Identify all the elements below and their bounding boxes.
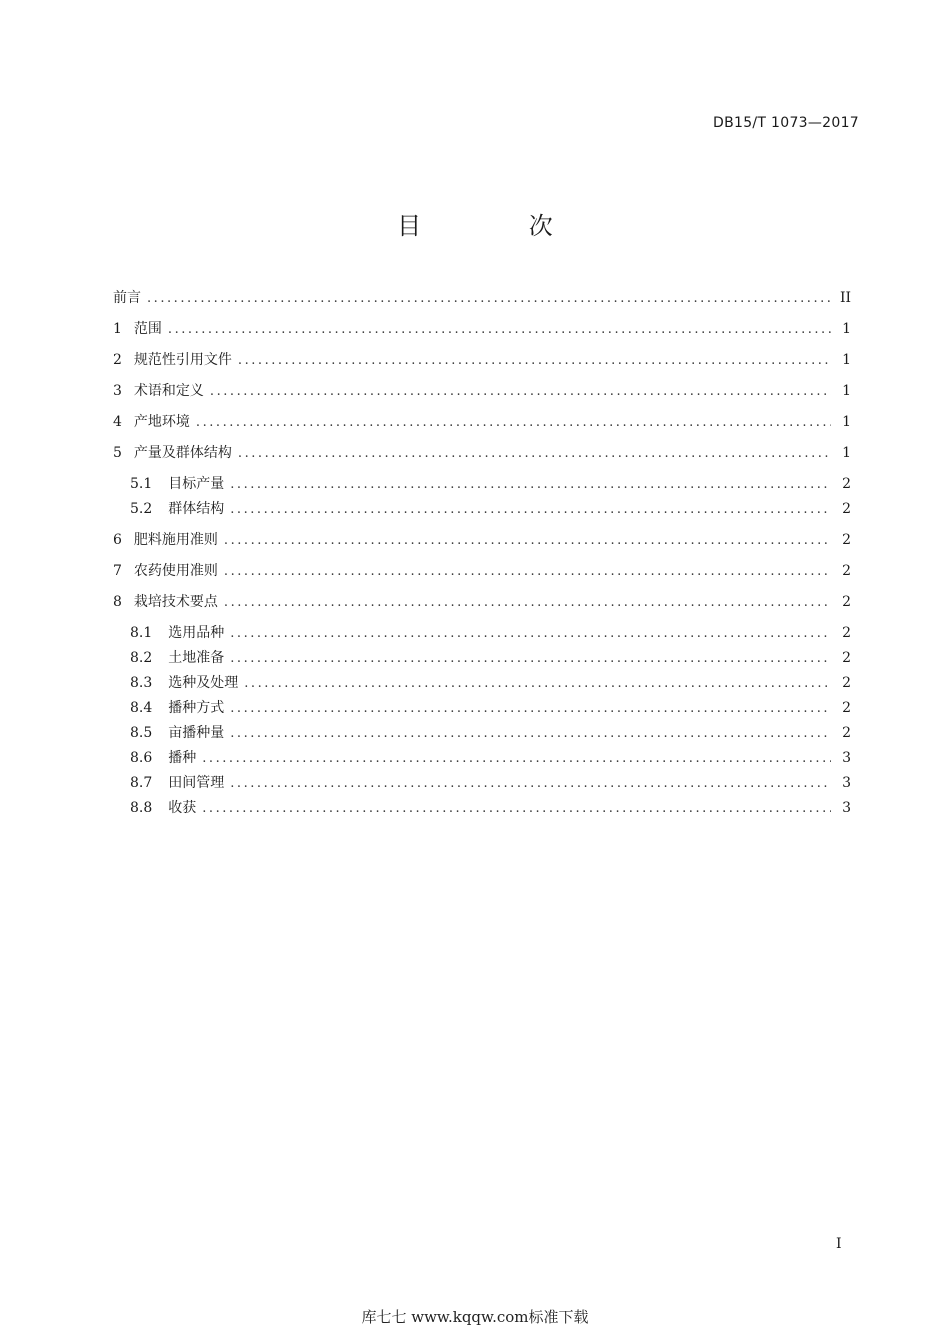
toc-entry-label: 前言 xyxy=(113,290,141,306)
page-number: I xyxy=(836,1236,842,1252)
toc-entry-label: 收获 xyxy=(168,800,197,816)
toc-entry-number: 5.2 xyxy=(130,501,153,517)
toc-entry-page: 3 xyxy=(842,800,851,816)
toc-entry-number: 8.4 xyxy=(130,700,153,716)
toc-entry-number: 4 xyxy=(113,414,122,430)
toc-entry-number: 8.3 xyxy=(130,675,153,691)
toc-entry[interactable] xyxy=(130,797,851,819)
download-watermark: 库七七 www.kqqw.com标准下载 xyxy=(361,1308,589,1326)
toc-leader-dots xyxy=(202,747,831,769)
toc-leader-dots xyxy=(238,349,831,371)
toc-entry[interactable] xyxy=(130,747,851,769)
toc-leader-dots xyxy=(230,498,831,520)
toc-leader-dots xyxy=(230,622,831,644)
toc-entry-label: 规范性引用文件 xyxy=(133,352,232,368)
toc-entry-page: 2 xyxy=(842,532,851,548)
toc-entry[interactable] xyxy=(130,697,851,719)
toc-entry-label: 播种方式 xyxy=(168,700,225,716)
toc-entry-page: 2 xyxy=(842,594,851,610)
toc-entry-page: 1 xyxy=(842,414,851,430)
toc-entry[interactable] xyxy=(113,380,851,402)
toc-entry-label: 田间管理 xyxy=(168,775,225,791)
toc-entry-label: 播种 xyxy=(168,750,197,766)
toc-entry-page: 1 xyxy=(842,383,851,399)
toc-entry-page: 2 xyxy=(842,501,851,517)
toc-leader-dots xyxy=(238,442,831,464)
toc-entry[interactable] xyxy=(130,672,851,694)
toc-entry[interactable] xyxy=(130,498,851,520)
toc-entry-page: 2 xyxy=(842,700,851,716)
toc-entry-label: 土地准备 xyxy=(168,650,225,666)
toc-leader-dots xyxy=(210,380,831,402)
toc-entry-label: 栽培技术要点 xyxy=(133,594,218,610)
toc-entry-number: 3 xyxy=(113,383,122,399)
toc-entry-page: II xyxy=(839,290,851,306)
toc-entry-label: 选种及处理 xyxy=(168,675,239,691)
toc-entry[interactable] xyxy=(113,560,851,582)
toc-entry-label: 群体结构 xyxy=(168,501,225,517)
toc-leader-dots xyxy=(244,672,831,694)
toc-entry-number: 7 xyxy=(113,563,122,579)
toc-entry-label: 术语和定义 xyxy=(133,383,204,399)
toc-entry[interactable] xyxy=(113,411,851,433)
toc-entry-page: 2 xyxy=(842,563,851,579)
toc-entry[interactable] xyxy=(113,442,851,464)
toc-leader-dots xyxy=(230,473,831,495)
toc-title: 目 次 xyxy=(397,212,603,240)
toc-entry[interactable] xyxy=(113,529,851,551)
toc-leader-dots xyxy=(224,591,831,613)
document-code: DB15/T 1073—2017 xyxy=(713,115,859,131)
toc-entry[interactable] xyxy=(130,647,851,669)
toc-entry[interactable] xyxy=(113,591,851,613)
toc-entry-page: 2 xyxy=(842,625,851,641)
toc-entry-label: 产地环境 xyxy=(133,414,190,430)
toc-entry-page: 1 xyxy=(842,321,851,337)
toc-entry[interactable] xyxy=(130,473,851,495)
toc-entry-page: 2 xyxy=(842,650,851,666)
toc-entry-number: 8 xyxy=(113,594,122,610)
toc-leader-dots xyxy=(196,411,831,433)
toc-entry-number: 8.2 xyxy=(130,650,153,666)
toc-entry-label: 产量及群体结构 xyxy=(133,445,232,461)
toc-entry-number: 1 xyxy=(113,321,122,337)
toc-entry-number: 8.7 xyxy=(130,775,153,791)
toc-leader-dots xyxy=(168,318,831,340)
toc-entry-page: 3 xyxy=(842,775,851,791)
toc-entry-page: 3 xyxy=(842,750,851,766)
toc-entry[interactable] xyxy=(130,622,851,644)
toc-leader-dots xyxy=(230,772,831,794)
toc-entry[interactable] xyxy=(113,287,851,309)
toc-leader-dots xyxy=(202,797,831,819)
toc-entry-page: 2 xyxy=(842,725,851,741)
toc-entry-number: 6 xyxy=(113,532,122,548)
toc-entry[interactable] xyxy=(113,349,851,371)
toc-entry[interactable] xyxy=(130,722,851,744)
toc-entry-label: 目标产量 xyxy=(168,476,225,492)
toc-entry-label: 亩播种量 xyxy=(168,725,225,741)
toc-entry-number: 5 xyxy=(113,445,122,461)
toc-entry-label: 选用品种 xyxy=(168,625,225,641)
toc-entry[interactable] xyxy=(113,318,851,340)
toc-entry-label: 范围 xyxy=(133,321,162,337)
toc-entry-number: 5.1 xyxy=(130,476,153,492)
toc-leader-dots xyxy=(224,560,831,582)
toc-leader-dots xyxy=(230,647,831,669)
toc-entry-label: 肥料施用准则 xyxy=(133,532,218,548)
toc-entry-page: 1 xyxy=(842,445,851,461)
toc-entry-number: 2 xyxy=(113,352,122,368)
toc-entry-label: 农药使用准则 xyxy=(133,563,218,579)
toc-leader-dots xyxy=(147,287,831,309)
toc-leader-dots xyxy=(230,697,831,719)
toc-entry-number: 8.8 xyxy=(130,800,153,816)
toc-leader-dots xyxy=(224,529,831,551)
toc-entry-number: 8.5 xyxy=(130,725,153,741)
toc-entry-page: 2 xyxy=(842,675,851,691)
toc-entry[interactable] xyxy=(130,772,851,794)
toc-entry-page: 1 xyxy=(842,352,851,368)
toc-leader-dots xyxy=(230,722,831,744)
toc-entry-number: 8.1 xyxy=(130,625,153,641)
toc-entry-number: 8.6 xyxy=(130,750,153,766)
toc-entry-page: 2 xyxy=(842,476,851,492)
